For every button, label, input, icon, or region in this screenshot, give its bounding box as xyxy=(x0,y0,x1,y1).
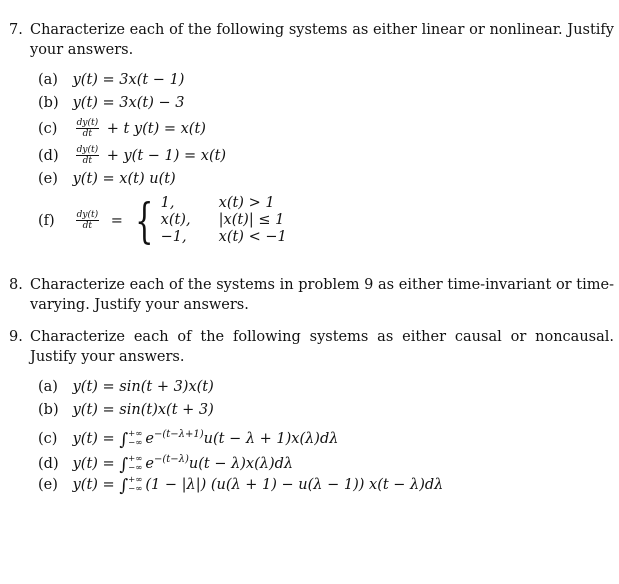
problem-7-items xyxy=(38,70,287,255)
item-9b: (b) y(t) = sin(t)x(t + 3) xyxy=(38,402,214,418)
left-brace: { xyxy=(135,192,154,249)
problem-text: Characterize each of the following systems as either causal or noncausal. Justify your answers. xyxy=(30,329,614,365)
problem-9 xyxy=(9,327,614,367)
item-9e: (e) y(t) = ∫ +∞ −∞ (1 − |λ|) (u(λ + 1) − u(λ − 1)) x(t − λ)dλ xyxy=(38,475,444,496)
equation: y(t) = sin(t + 3)x(t) xyxy=(72,379,214,395)
equation: y(t) = 3x(t − 1) xyxy=(72,72,185,88)
integral-sign: ∫ xyxy=(119,455,129,475)
problem-8 xyxy=(9,275,614,315)
item-7d: (d) $\frac{dy(t)}{dt}$ + y(t − 1) = x(t) xyxy=(38,145,227,166)
integral-sign: ∫ xyxy=(119,476,129,496)
integral-limits: +∞ −∞ xyxy=(128,429,143,448)
derivative-fraction: $\frac{dy(t)}{dt}$ xyxy=(76,118,99,139)
item-7b: (b) y(t) = 3x(t) − 3 xyxy=(38,95,185,111)
problem-number: 7. xyxy=(9,22,23,38)
item-9c: (c) y(t) = ∫ +∞ −∞ $e^{-(t-\lambda+1)}u(t - \lambda + 1)x(\lambda)d\lambda$ xyxy=(38,429,339,450)
equation: + t y(t) = x(t) xyxy=(106,120,206,137)
piecewise-cases: 1, x(t) > 1 x(t), |x(t)| ≤ 1 −1, x(t) < −1 xyxy=(160,195,287,245)
problem-number: 9. xyxy=(9,329,23,345)
problem-number: 8. xyxy=(9,277,23,293)
item-9d: (d) y(t) = ∫ +∞ −∞ $e^{-(t-\lambda)}u(t - \lambda)x(\lambda)d\lambda$ xyxy=(38,454,294,475)
derivative-fraction: $\frac{dy(t)}{dt}$ xyxy=(76,210,99,231)
problem-text: Characterize each of the following systems as either linear or nonlinear. Justify your answers. xyxy=(30,22,614,58)
item-7c: (c) $\frac{dy(t)}{dt}$ + t y(t) = x(t) xyxy=(38,118,206,139)
item-9a: (a) y(t) = sin(t + 3)x(t) xyxy=(38,379,214,395)
equation: y(t) = 3x(t) − 3 xyxy=(72,95,185,111)
item-7a: (a) y(t) = 3x(t − 1) xyxy=(38,72,185,88)
problem-7 xyxy=(9,20,614,60)
integral-sign: ∫ xyxy=(119,430,129,450)
item-7f: (f) $\frac{dy(t)}{dt}$ = { 1, x(t) > 1 x(t), |x(t)| ≤ 1 −1, x(t) < −1 xyxy=(38,192,287,249)
integral-limits: +∞ −∞ xyxy=(128,475,143,494)
derivative-fraction: $\frac{dy(t)}{dt}$ xyxy=(76,145,99,166)
problem-9-items xyxy=(38,377,443,495)
equation: y(t) = x(t) u(t) xyxy=(72,171,176,187)
integral-limits: +∞ −∞ xyxy=(128,454,143,473)
equation: + y(t − 1) = x(t) xyxy=(106,147,227,164)
item-7e: (e) y(t) = x(t) u(t) xyxy=(38,171,176,187)
equation: y(t) = sin(t)x(t + 3) xyxy=(72,402,214,418)
problem-text: Characterize each of the systems in problem 9 as either time-invariant or time-varying. Justify your answers. xyxy=(30,277,614,313)
